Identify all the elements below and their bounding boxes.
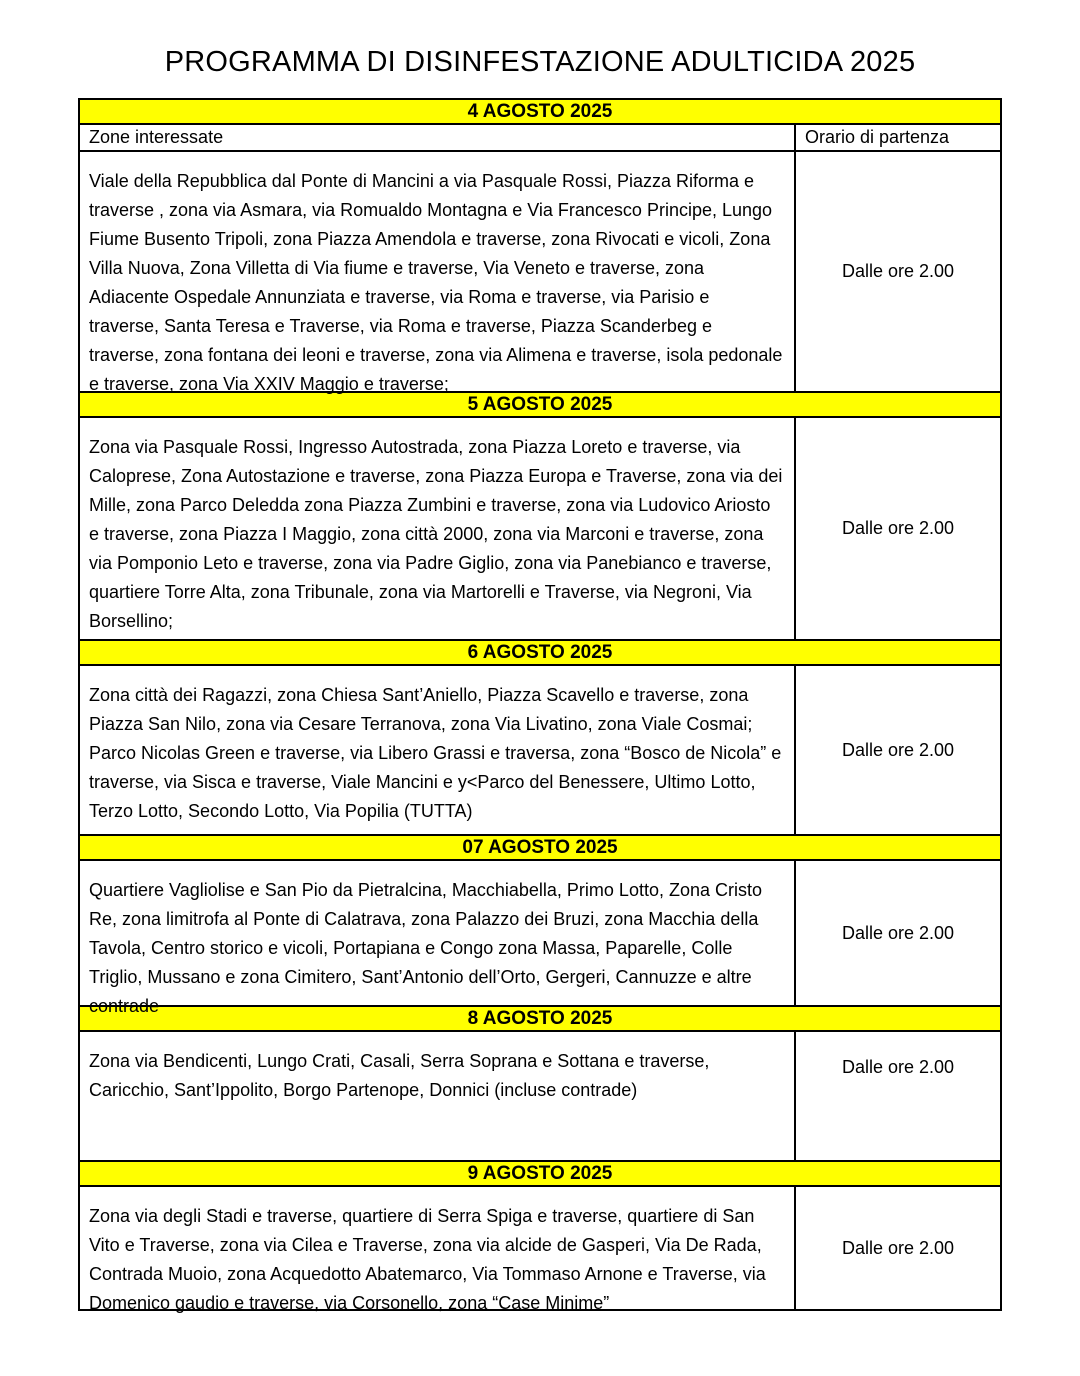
zones-cell: Zona via degli Stadi e traverse, quartiere di Serra Spiga e traverse, quartiere di San Vito e Traverse, zona via Cilea e Traverse, zona via alcide de Gasperi, Via De Rada, Contrada Muoio, zona Acquedotto Abatemarco, Via Tommaso Arnone e Traverse, via Domenico gaudio e traverse, via Corsonello, zona “Case Minime” bbox=[89, 1206, 766, 1313]
date-header: 5 AGOSTO 2025 bbox=[80, 391, 1000, 418]
time-cell: Dalle ore 2.00 bbox=[794, 152, 1000, 391]
time-cell: Dalle ore 2.00 bbox=[794, 418, 1000, 639]
table-row bbox=[80, 1032, 1000, 1160]
date-header: 9 AGOSTO 2025 bbox=[80, 1160, 1000, 1187]
table-row bbox=[80, 418, 1000, 639]
table-row bbox=[80, 1187, 1000, 1313]
zones-cell: Zona via Bendicenti, Lungo Crati, Casali, Serra Soprana e Sottana e traverse, Caricchio, Sant’Ippolito, Borgo Partenope, Donnici (incluse contrade) bbox=[89, 1051, 710, 1100]
zones-cell: Zona città dei Ragazzi, zona Chiesa Sant’Aniello, Piazza Scavello e traverse, zona Piazza San Nilo, zona via Cesare Terranova, zona Via Livatino, zona Viale Cosmai; Parco Nicolas Green e traverse, via Libero Grassi e traversa, zona “Bosco de Nicola” e traverse, via Sisca e traverse, Viale Mancini e y<Parco del Benessere, Ultimo Lotto, Terzo Lotto, Secondo Lotto, Via Popilia (TUTTA) bbox=[89, 685, 782, 821]
table-row bbox=[80, 666, 1000, 834]
table-row bbox=[80, 861, 1000, 1016]
schedule-table bbox=[78, 98, 1002, 1311]
date-header: 07 AGOSTO 2025 bbox=[80, 834, 1000, 861]
column-header-row bbox=[80, 125, 1000, 152]
zones-cell: Quartiere Vagliolise e San Pio da Pietralcina, Macchiabella, Primo Lotto, Zona Cristo Re, zona limitrofa al Ponte di Calatrava, zona Palazzo dei Bruzi, zona Macchia della Tavola, Centro storico e vicoli, Portapiana e Congo zona Massa, Paparelle, Colle Triglio, Mussano e zona Cimitero, Sant’Antonio dell’Orto, Gergeri, Cannuzze e altre contrade bbox=[89, 880, 762, 1016]
time-cell: Dalle ore 2.00 bbox=[794, 861, 1000, 1005]
time-cell: Dalle ore 2.00 bbox=[794, 1032, 1000, 1160]
column-header-zones: Zone interessate bbox=[89, 127, 224, 147]
table-row bbox=[80, 152, 1000, 394]
zones-cell: Zona via Pasquale Rossi, Ingresso Autostrada, zona Piazza Loreto e traverse, via Caloprese, Zona Autostazione e traverse, zona Piazza Europa e Traverse, zona via dei Mille, zona Parco Deledda zona Piazza Zumbini e traverse, zona via Ludovico Ariosto e traverse, zona Piazza I Maggio, zona città 2000, zona via Marconi e traverse, zona via Pomponio Leto e traverse, zona via Padre Giglio, zona via Panebianco e traverse, quartiere Torre Alta, zona Tribunale, zona via Martorelli e Traverse, via Negroni, Via Borsellino; bbox=[89, 437, 783, 631]
time-cell: Dalle ore 2.00 bbox=[794, 1187, 1000, 1309]
column-header-time: Orario di partenza bbox=[794, 125, 1000, 150]
date-header: 4 AGOSTO 2025 bbox=[80, 100, 1000, 125]
date-header: 8 AGOSTO 2025 bbox=[80, 1005, 1000, 1032]
zones-cell: Viale della Repubblica dal Ponte di Mancini a via Pasquale Rossi, Piazza Riforma e traverse , zona via Asmara, via Romualdo Montagna e Via Francesco Principe, Lungo Fiume Busento Tripoli, zona Piazza Amendola e traverse, zona Rivocati e vicoli, Zona Villa Nuova, Zona Villetta di Via fiume e traverse, Via Veneto e traverse, zona Adiacente Ospedale Annunziata e traverse, via Roma e traverse, via Parisio e traverse, Santa Teresa e Traverse, via Roma e traverse, Piazza Scanderbeg e traverse, zona fontana dei leoni e traverse, zona via Alimena e traverse, isola pedonale e traverse, zona Via XXIV Maggio e traverse; bbox=[89, 171, 783, 394]
time-cell: Dalle ore 2.00 bbox=[794, 666, 1000, 834]
date-header: 6 AGOSTO 2025 bbox=[80, 639, 1000, 666]
page-title: PROGRAMMA DI DISINFESTAZIONE ADULTICIDA 2025 bbox=[164, 46, 916, 78]
